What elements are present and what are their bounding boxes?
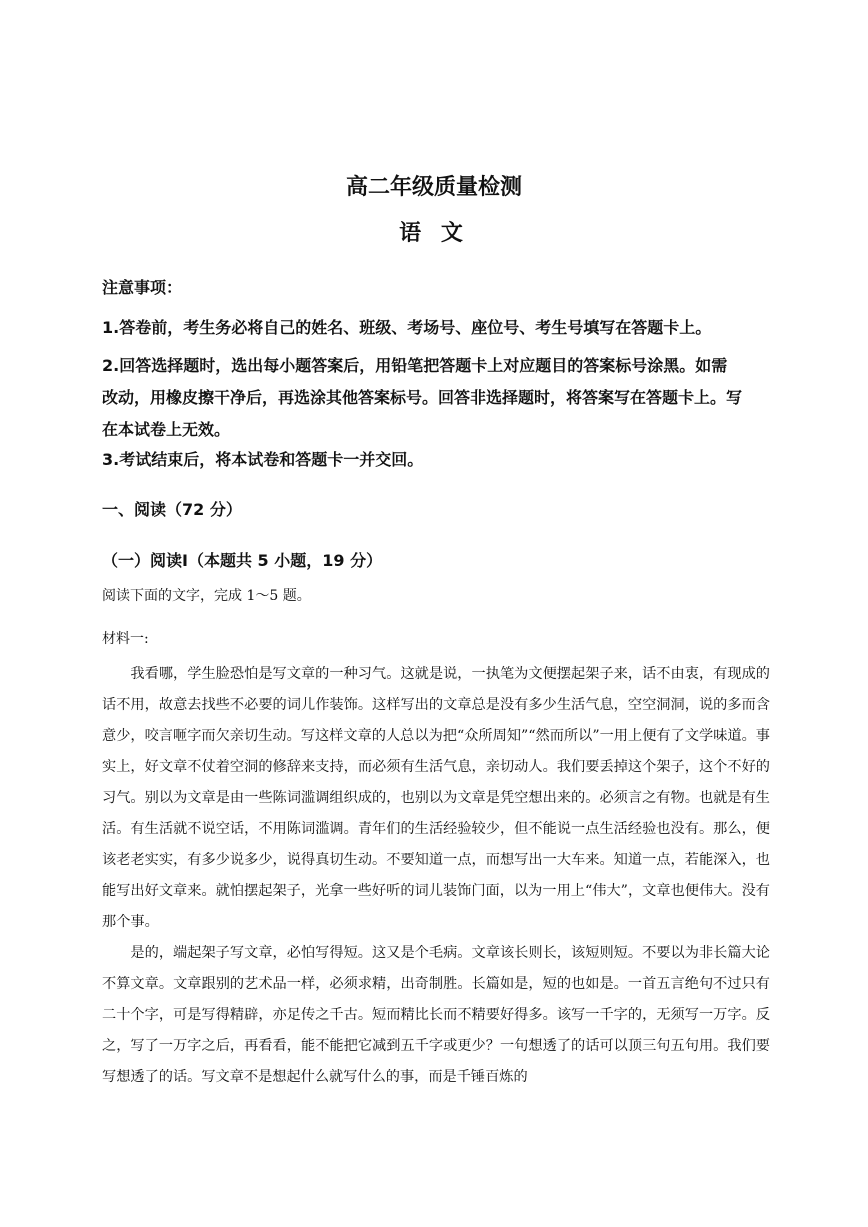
notice-item-2: 2.回答选择题时，选出每小题答案后，用铅笔把答题卡上对应题目的答案标号涂黑。如需改动，用橡皮擦干净后，再选涂其他答案标号。回答非选择题时，将答案写在答题卡上。写在本试卷上无效。 <box>102 356 743 439</box>
material-label: 材料一: <box>102 631 149 647</box>
notice-item-1: 1.答卷前，考生务必将自己的姓名、班级、考场号、座位号、考生号填写在答题卡上。 <box>102 318 712 337</box>
subject-title: 语 文 <box>399 221 469 246</box>
section-heading: 一、阅读（72 分） <box>102 500 242 519</box>
passage-paragraph-2: 是的，端起架子写文章，必怕写得短。这又是个毛病。文章该长则长，该短则短。不要以为非长篇大论不算文章。文章跟别的艺术品一样，必须求精，出奇制胜。长篇如是，短的也如是。一首五言绝句不过只有二十个字，可是写得精辟，亦足传之千古。短而精比长而不精要好得多。该写一千字的，无须写一万字。反之，写了一万字之后，再看看，能不能把它减到五千字或更少？一句想透了的话可以顶三句五句用。我们要写想透了的话。写文章不是想起什么就写什么的事，而是千锤百炼的 <box>102 945 770 1085</box>
passage-paragraph-1: 我看哪，学生脸恐怕是写文章的一种习气。这就是说，一执笔为文便摆起架子来，话不由衷，有现成的话不用，故意去找些不必要的词儿作装饰。这样写出的文章总是没有多少生活气息，空空洞洞，说的多而含意少，咬言咂字而欠亲切生动。写这样文章的人总以为把“众所周知”“然而所以”一用上便有了文学味道。事实上，好文章不仗着空洞的修辞来支持，而必须有生活气息，亲切动人。我们要丢掉这个架子，这个不好的习气。别以为文章是由一些陈词滥调组织成的，也别以为文章是凭空想出来的。必须言之有物。也就是有生活。有生活就不说空话，不用陈词滥调。青年们的生活经验较少，但不能说一点生活经验也没有。那么，便该老老实实，有多少说多少，说得真切生动。不要知道一点，而想写出一大车来。知道一点，若能深入，也能写出好文章来。就怕摆起架子，光拿一些好听的词儿装饰门面，以为一用上“伟大”，文章也便伟大。没有那个事。 <box>102 666 770 930</box>
exam-title: 高二年级质量检测 <box>345 175 522 200</box>
notice-item-3: 3.考试结束后，将本试卷和答题卡一并交回。 <box>102 450 424 469</box>
sub-section-heading: （一）阅读Ⅰ（本题共 5 小题，19 分） <box>102 551 383 570</box>
reading-instruction: 阅读下面的文字，完成 1～5 题。 <box>102 588 311 604</box>
notice-heading: 注意事项： <box>102 278 183 297</box>
